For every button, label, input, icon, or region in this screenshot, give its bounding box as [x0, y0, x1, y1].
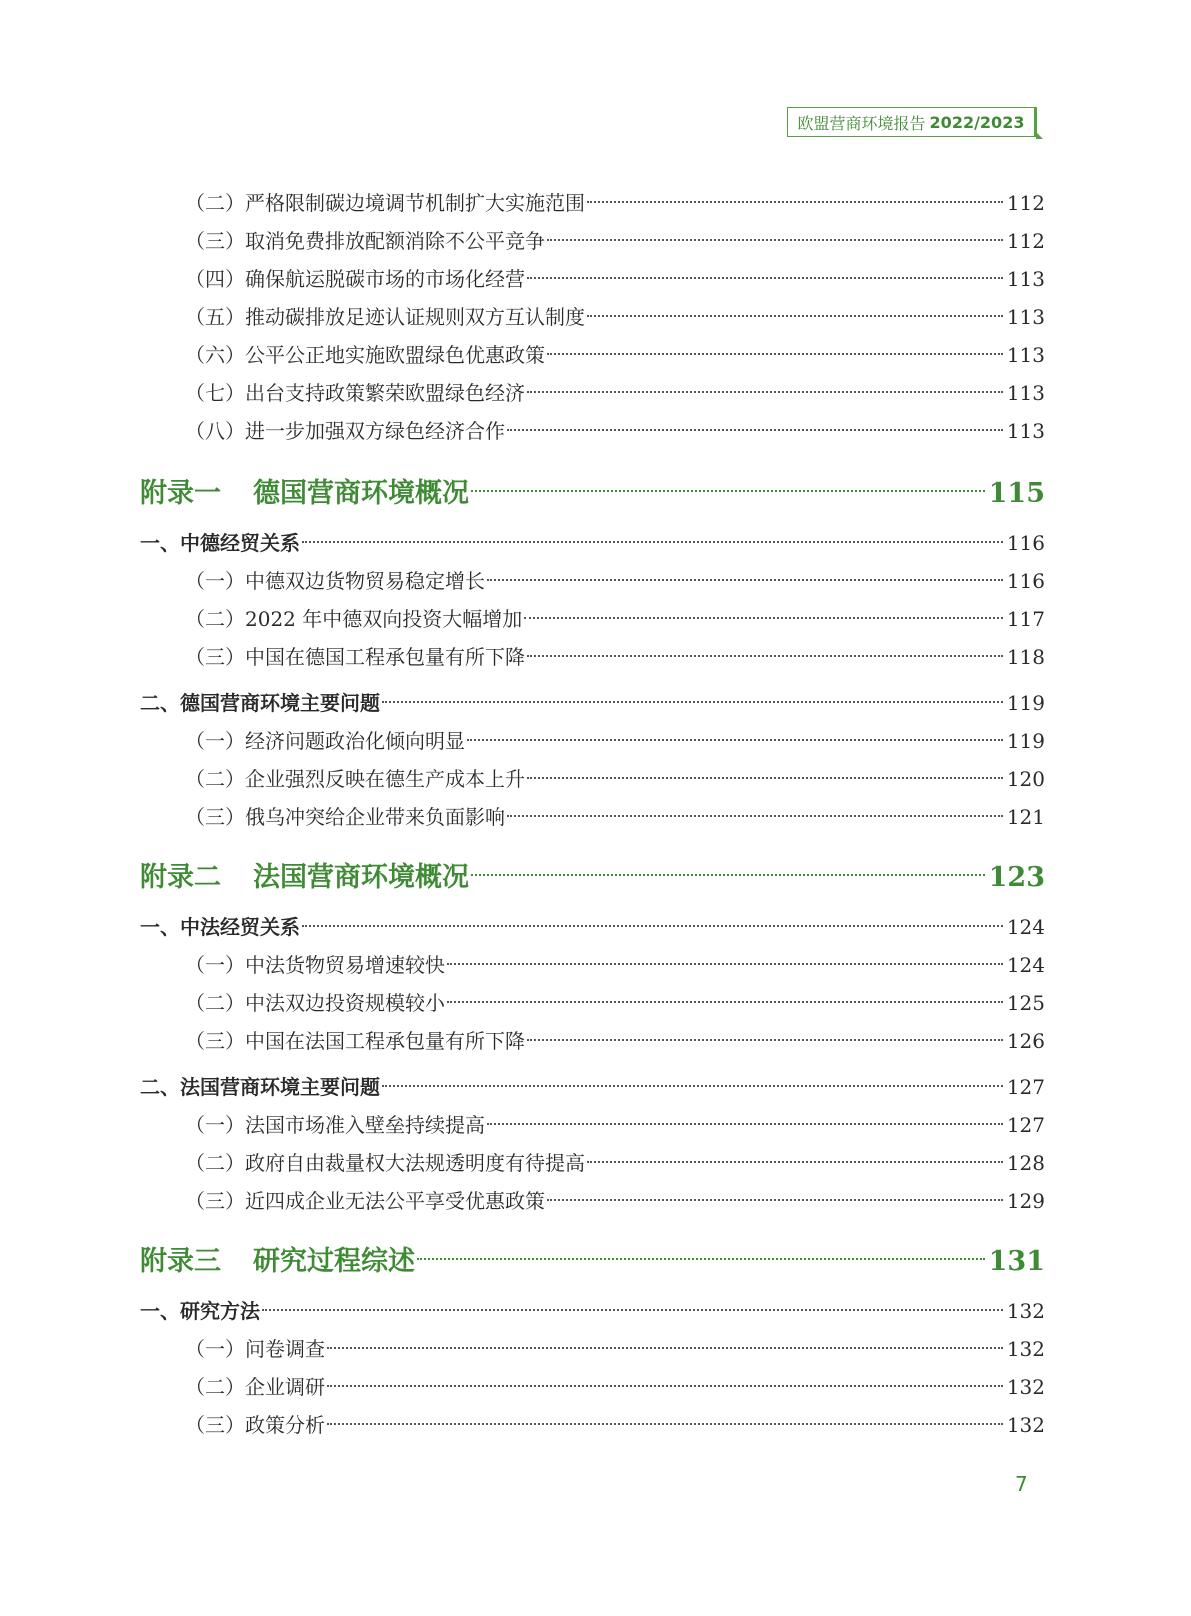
toc-dot-leader — [587, 315, 1003, 317]
toc-dot-leader — [487, 1123, 1003, 1125]
toc-appendix-entry[interactable] — [140, 858, 1045, 898]
toc-entry-page: 132 — [1006, 1299, 1045, 1323]
toc-dot-leader — [382, 1085, 1003, 1087]
toc-entry-label: 二、德国营商环境主要问题 — [140, 691, 380, 715]
toc-subsection-entry[interactable] — [185, 726, 1045, 756]
toc-dot-leader — [262, 1309, 1003, 1311]
toc-subsection-entry[interactable] — [185, 1410, 1045, 1440]
toc-subsection-entry[interactable] — [185, 416, 1045, 446]
toc-entry-label: （三）俄乌冲突给企业带来负面影响 — [185, 805, 505, 829]
toc-subsection-entry[interactable] — [185, 1372, 1045, 1402]
toc-appendix-entry[interactable] — [140, 474, 1045, 514]
toc-entry-label: 一、研究方法 — [140, 1299, 260, 1323]
toc-entry-title: 法国营商环境概况 — [253, 862, 469, 893]
toc-dot-leader — [447, 1001, 1003, 1003]
toc-section-entry[interactable] — [140, 1296, 1045, 1326]
toc-entry-label: （二）2022 年中德双向投资大幅增加 — [185, 607, 523, 631]
toc-entry-label: （一）中德双边货物贸易稳定增长 — [185, 569, 485, 593]
toc-entry-label: （四）确保航运脱碳市场的市场化经营 — [185, 267, 525, 291]
toc-entry-label: （三）近四成企业无法公平享受优惠政策 — [185, 1189, 545, 1213]
toc-subsection-entry[interactable] — [185, 378, 1045, 408]
toc-section-entry[interactable] — [140, 912, 1045, 942]
toc-subsection-entry[interactable] — [185, 1148, 1045, 1178]
toc-dot-leader — [587, 201, 1003, 203]
running-header — [787, 107, 1037, 137]
toc-subsection-entry[interactable] — [185, 188, 1045, 218]
toc-entry-page: 119 — [1006, 691, 1045, 715]
toc-entry-label: 一、中德经贸关系 — [140, 531, 300, 555]
page-number: 7 — [1015, 1472, 1028, 1496]
toc-entry-label: （六）公平公正地实施欧盟绿色优惠政策 — [185, 343, 545, 367]
toc-entry-label: （三）中国在德国工程承包量有所下降 — [185, 645, 525, 669]
toc-entry-page: 113 — [1006, 419, 1045, 443]
toc-entry-page: 132 — [1006, 1375, 1045, 1399]
toc-dot-leader — [487, 579, 1003, 581]
toc-entry-page: 112 — [1006, 191, 1045, 215]
toc-subsection-entry[interactable] — [185, 1110, 1045, 1140]
toc-entry-page: 128 — [1006, 1151, 1045, 1175]
toc-dot-leader — [587, 1161, 1003, 1163]
toc-entry-page: 124 — [1006, 915, 1045, 939]
toc-entry-label: （一）中法货物贸易增速较快 — [185, 953, 445, 977]
toc-entry-label: （二）严格限制碳边境调节机制扩大实施范围 — [185, 191, 585, 215]
toc-subsection-entry[interactable] — [185, 950, 1045, 980]
toc-dot-leader — [547, 239, 1003, 241]
toc-subsection-entry[interactable] — [185, 1026, 1045, 1056]
toc-entry-page: 126 — [1006, 1029, 1045, 1053]
toc-dot-leader — [527, 777, 1003, 779]
toc-entry-page: 119 — [1006, 729, 1045, 753]
toc-entry-page: 116 — [1006, 569, 1045, 593]
toc-entry-label: 一、中法经贸关系 — [140, 915, 300, 939]
toc-subsection-entry[interactable] — [185, 302, 1045, 332]
toc-dot-leader — [471, 874, 985, 876]
toc-entry-label: （一）问卷调查 — [185, 1337, 325, 1361]
toc-dot-leader — [327, 1347, 1003, 1349]
toc-entry-page: 127 — [1006, 1075, 1045, 1099]
toc-entry-label: （三）取消免费排放配额消除不公平竞争 — [185, 229, 545, 253]
toc-entry-label: （一）法国市场准入壁垒持续提高 — [185, 1113, 485, 1137]
header-title: 欧盟营商环境报告 — [797, 113, 926, 133]
toc-entry-label: （二）政府自由裁量权大法规透明度有待提高 — [185, 1151, 585, 1175]
toc-entry-label: （八）进一步加强双方绿色经济合作 — [185, 419, 505, 443]
toc-entry-page: 118 — [1006, 645, 1045, 669]
toc-dot-leader — [447, 963, 1003, 965]
toc-dot-leader — [327, 1385, 1003, 1387]
header-year: 2022/2023 — [929, 112, 1025, 132]
toc-dot-leader — [327, 1423, 1003, 1425]
toc-entry-label: （七）出台支持政策繁荣欧盟绿色经济 — [185, 381, 525, 405]
toc-subsection-entry[interactable] — [185, 988, 1045, 1018]
toc-dot-leader — [527, 391, 1003, 393]
toc-entry-page: 132 — [1006, 1413, 1045, 1437]
toc-dot-leader — [527, 1039, 1003, 1041]
toc-entry-page: 117 — [1006, 607, 1045, 631]
toc-subsection-entry[interactable] — [185, 1334, 1045, 1364]
toc-subsection-entry[interactable] — [185, 1186, 1045, 1216]
toc-entry-title: 研究过程综述 — [253, 1246, 415, 1277]
toc-dot-leader — [527, 655, 1003, 657]
toc-entry-page: 124 — [1006, 953, 1045, 977]
toc-subsection-entry[interactable] — [185, 340, 1045, 370]
toc-entry-page: 113 — [1006, 343, 1045, 367]
toc-dot-leader — [527, 277, 1003, 279]
toc-dot-leader — [507, 815, 1003, 817]
toc-entry-page: 113 — [1006, 267, 1045, 291]
toc-dot-leader — [467, 739, 1003, 741]
toc-subsection-entry[interactable] — [185, 566, 1045, 596]
toc-entry-page: 127 — [1006, 1113, 1045, 1137]
header-corner-mark — [1036, 132, 1043, 139]
toc-entry-page: 113 — [1006, 305, 1045, 329]
toc-subsection-entry[interactable] — [185, 642, 1045, 672]
toc-entry-label: （二）中法双边投资规模较小 — [185, 991, 445, 1015]
toc-entry-page: 123 — [988, 862, 1045, 893]
toc-dot-leader — [547, 353, 1003, 355]
toc-dot-leader — [524, 617, 1003, 619]
toc-subsection-entry[interactable] — [185, 604, 1045, 634]
toc-subsection-entry[interactable] — [185, 802, 1045, 832]
toc-entry-page: 120 — [1006, 767, 1045, 791]
toc-entry-label: （五）推动碳排放足迹认证规则双方互认制度 — [185, 305, 585, 329]
toc-dot-leader — [302, 541, 1003, 543]
toc-section-entry[interactable] — [140, 528, 1045, 558]
toc-subsection-entry[interactable] — [185, 226, 1045, 256]
toc-entry-page: 112 — [1006, 229, 1045, 253]
toc-subsection-entry[interactable] — [185, 264, 1045, 294]
toc-entry-page: 125 — [1006, 991, 1045, 1015]
toc-entry-label: （一）经济问题政治化倾向明显 — [185, 729, 465, 753]
toc-entry-page: 132 — [1006, 1337, 1045, 1361]
toc-entry-page: 129 — [1006, 1189, 1045, 1213]
toc-dot-leader — [471, 490, 985, 492]
toc-entry-page: 115 — [988, 478, 1045, 509]
toc-dot-leader — [547, 1199, 1003, 1201]
toc-entry-page: 121 — [1006, 805, 1045, 829]
toc-entry-page: 113 — [1006, 381, 1045, 405]
toc-subsection-entry[interactable] — [185, 764, 1045, 794]
toc-entry-label: （三）政策分析 — [185, 1413, 325, 1437]
toc-dot-leader — [382, 701, 1003, 703]
toc-entry-label: 二、法国营商环境主要问题 — [140, 1075, 380, 1099]
toc-entry-label: （三）中国在法国工程承包量有所下降 — [185, 1029, 525, 1053]
toc-entry-title: 德国营商环境概况 — [253, 478, 469, 509]
toc-entry-label: 附录三 — [140, 1246, 221, 1277]
toc-entry-label: （二）企业强烈反映在德生产成本上升 — [185, 767, 525, 791]
toc-dot-leader — [507, 429, 1003, 431]
toc-entry-label: 附录二 — [140, 862, 221, 893]
toc-dot-leader — [302, 925, 1003, 927]
toc-entry-label: （二）企业调研 — [185, 1375, 325, 1399]
toc-entry-label: 附录一 — [140, 478, 221, 509]
toc-appendix-entry[interactable] — [140, 1242, 1045, 1282]
toc-entry-page: 131 — [988, 1246, 1045, 1277]
toc-entry-page: 116 — [1006, 531, 1045, 555]
toc-dot-leader — [417, 1258, 985, 1260]
toc-section-entry[interactable] — [140, 688, 1045, 718]
toc-section-entry[interactable] — [140, 1072, 1045, 1102]
